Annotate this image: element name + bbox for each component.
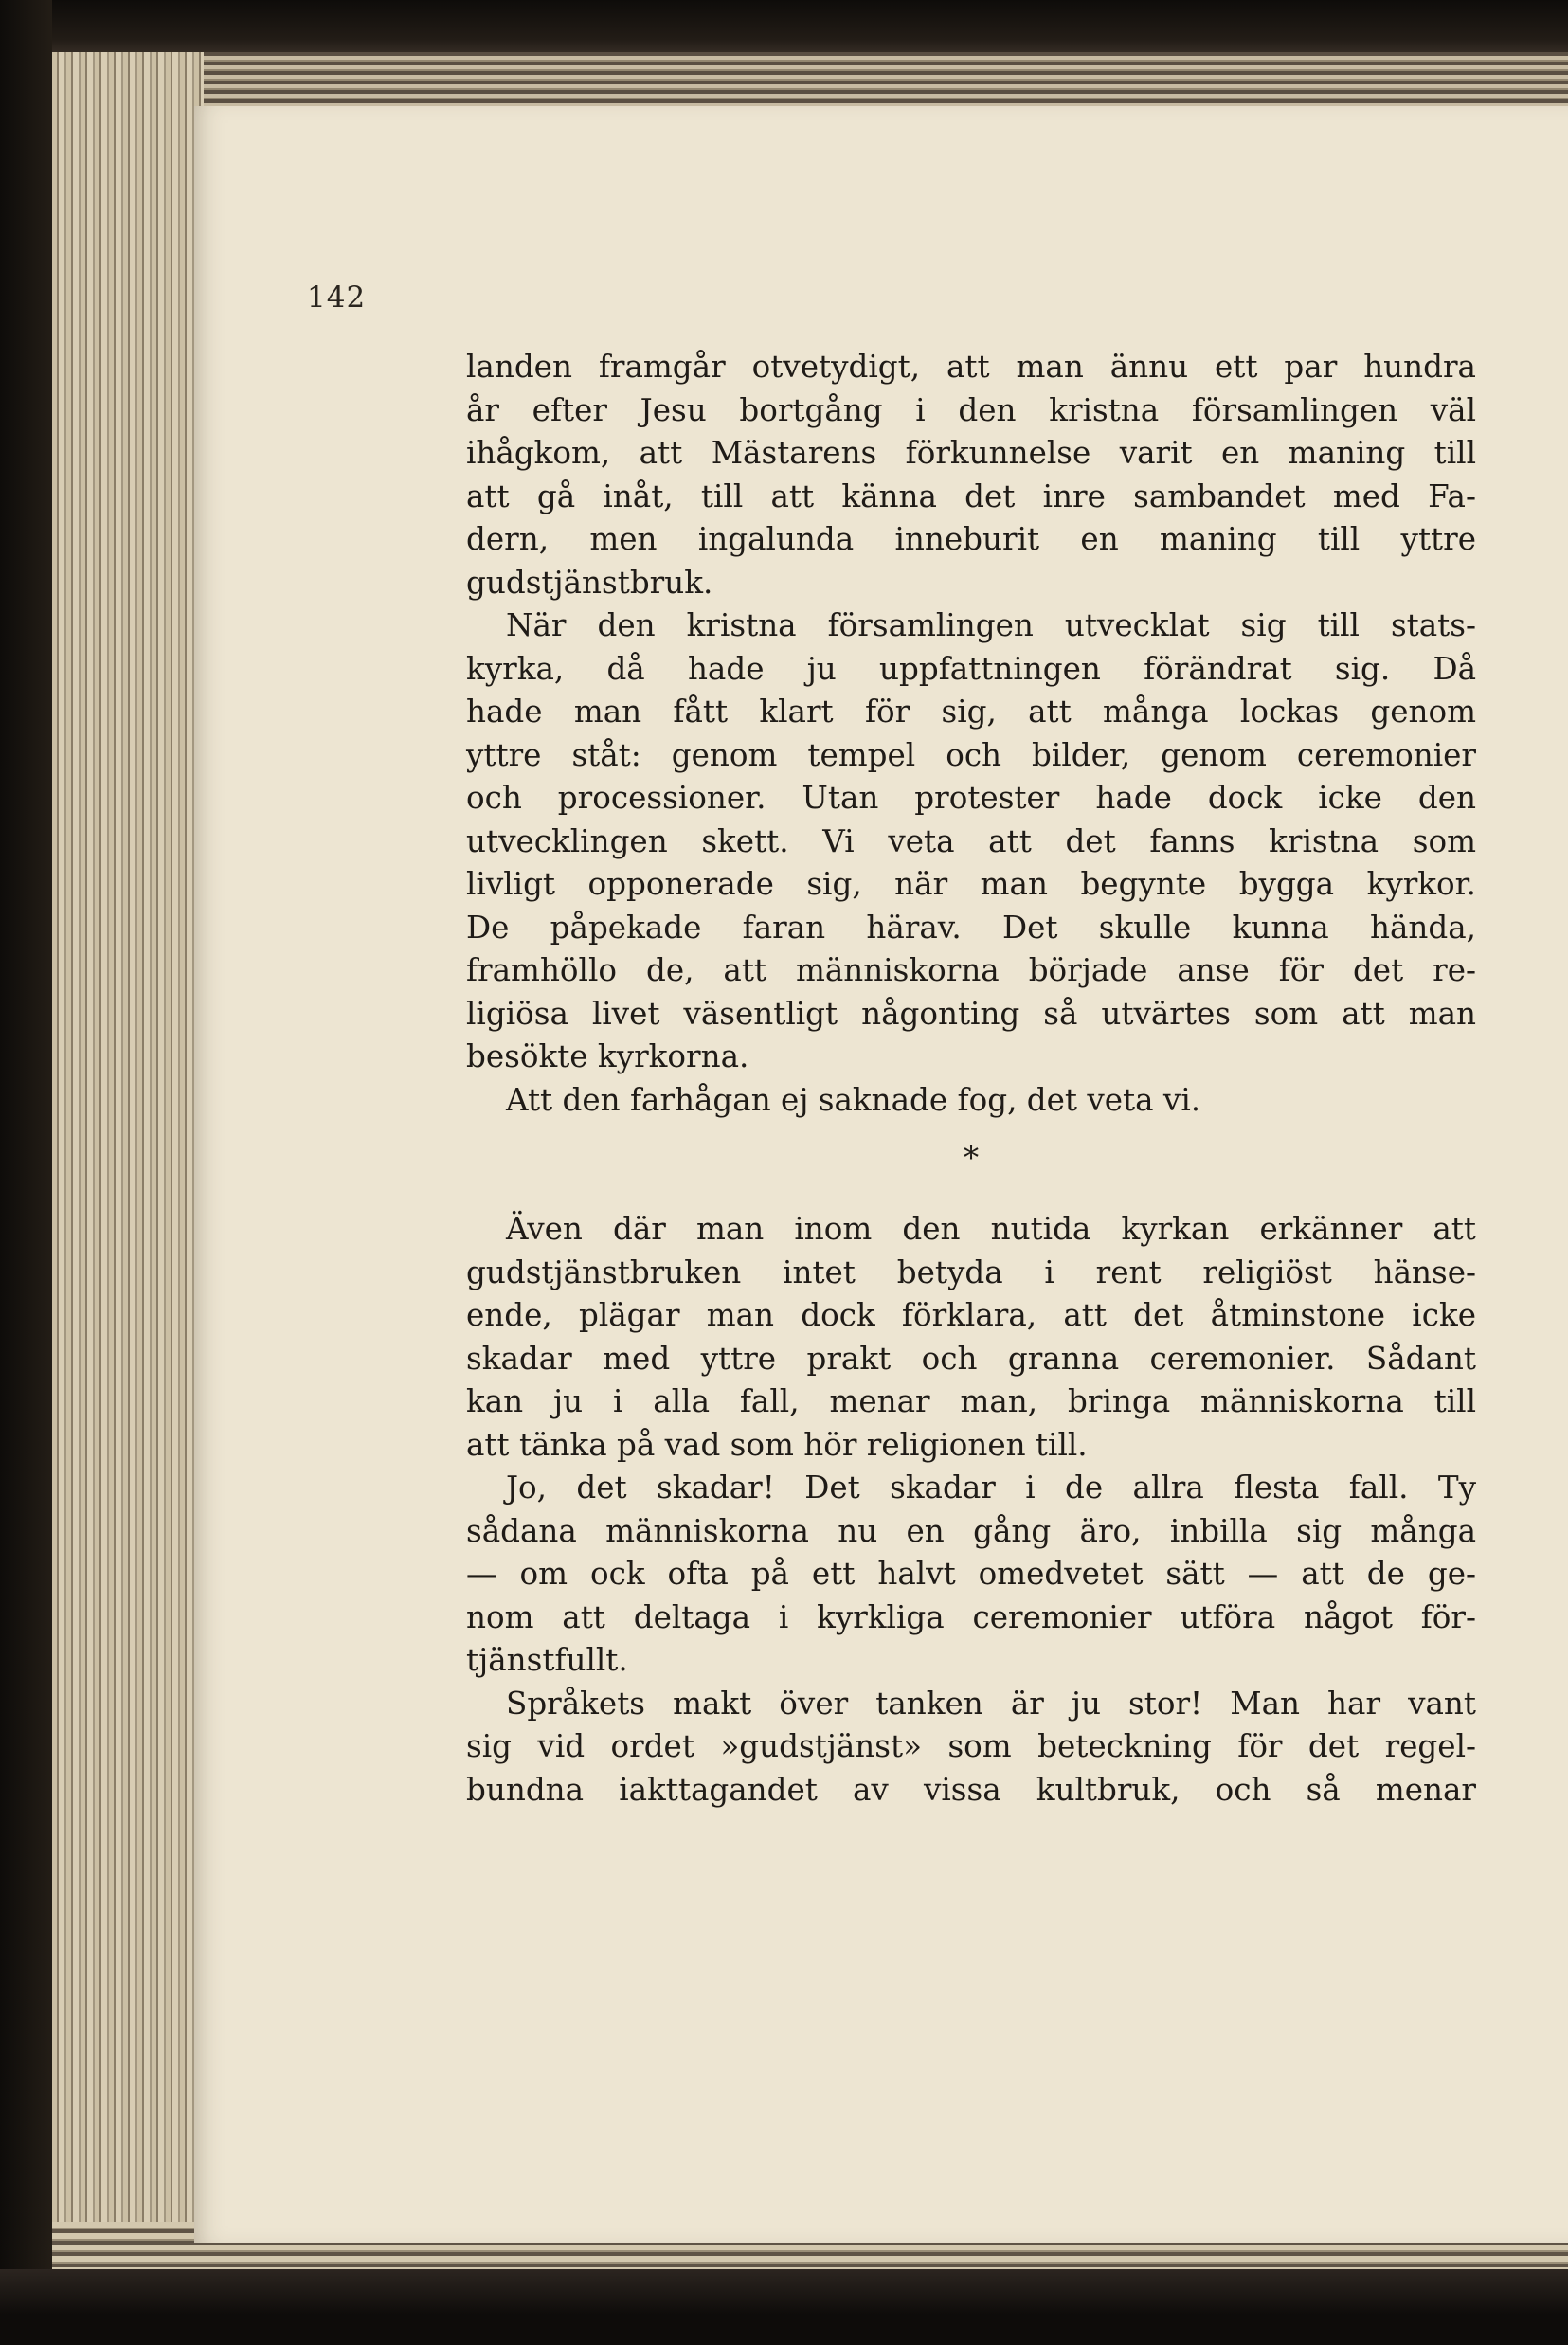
text-line: gudstjänstbruk.: [466, 564, 713, 601]
text-line: utvecklingen skett. Vi veta att det fanns kristna som: [466, 822, 1476, 859]
text-line: tjänstfullt.: [466, 1642, 628, 1678]
paragraph: [466, 1467, 1476, 1683]
text-line: yttre ståt: genom tempel och bilder, genom ceremonier: [466, 736, 1476, 773]
text-line: gudstjänstbruken intet betyda i rent religiöst hänse-: [466, 1254, 1476, 1290]
text-line: år efter Jesu bortgång i den kristna församlingen väl: [466, 391, 1476, 428]
section-separator: *: [963, 1140, 980, 1176]
text-line: att gå inåt, till att känna det inre sambandet med Fa-: [466, 478, 1476, 514]
text-line: De påpekade faran härav. Det skulle kunna hända,: [466, 909, 1476, 946]
text-line: att tänka på vad som hör religionen till.: [466, 1426, 1088, 1463]
page-stack-top: [52, 52, 1568, 109]
scan-bottom-edge: [0, 2269, 1568, 2345]
text-line: kan ju i alla fall, menar man, bringa människorna till: [466, 1383, 1476, 1419]
text-line: — om ock ofta på ett halvt omedvetet sätt — att de ge-: [466, 1556, 1476, 1592]
text-line: bundna iakttagandet av vissa kultbruk, och så menar: [466, 1771, 1476, 1808]
text-line: ende, plägar man dock förklara, att det åtminstone icke: [466, 1297, 1476, 1333]
text-line: nom att deltaga i kyrkliga ceremonier utföra något för-: [466, 1598, 1476, 1635]
text-line: sådana människorna nu en gång äro, inbilla sig många: [466, 1512, 1476, 1549]
text-line: Att den farhågan ej saknade fog, det veta vi.: [506, 1081, 1201, 1118]
text-line: hade man fått klart för sig, att många lockas genom: [466, 694, 1476, 730]
text-line: dern, men ingalunda inneburit en maning till yttre: [466, 521, 1476, 557]
text-line: besökte kyrkorna.: [466, 1038, 749, 1074]
scan-left-edge: [0, 0, 52, 2345]
body-text: [466, 346, 1476, 1812]
text-line: kyrka, då hade ju uppfattningen förändrat sig. Då: [466, 650, 1476, 687]
page-number: 142: [307, 280, 367, 315]
text-line: framhöllo de, att människorna började anse för det re-: [466, 952, 1476, 988]
text-line: Även där man inom den nutida kyrkan erkänner att: [506, 1211, 1476, 1247]
paragraph: [466, 1683, 1476, 1813]
paragraph: [466, 1208, 1476, 1467]
text-line: ligiösa livet väsentligt någonting så utvärtes som att man: [466, 995, 1476, 1032]
paragraph: [466, 346, 1476, 604]
text-line: och processioner. Utan protester hade dock icke den: [466, 780, 1476, 816]
text-line: skadar med yttre prakt och granna ceremonier. Sådant: [466, 1340, 1476, 1377]
page-stack-left: [52, 52, 204, 2269]
text-line: livligt opponerade sig, när man begynte bygga kyrkor.: [466, 866, 1476, 902]
text-line: Språkets makt över tanken är ju stor! Man har vant: [506, 1685, 1476, 1722]
text-line: ihågkom, att Mästarens förkunnelse varit en maning till: [466, 435, 1476, 471]
text-line: landen framgår otvetydigt, att man ännu ett par hundra: [466, 349, 1476, 385]
paragraph: [466, 604, 1476, 1079]
paragraph: [466, 1079, 1476, 1123]
text-line: Jo, det skadar! Det skadar i de allra flesta fall. Ty: [506, 1470, 1476, 1506]
text-line: När den kristna församlingen utvecklat sig till stats-: [506, 607, 1476, 643]
scan-top-edge: [0, 0, 1568, 57]
text-line: sig vid ordet »gudstjänst» som beteckning för det regel-: [466, 1728, 1476, 1764]
